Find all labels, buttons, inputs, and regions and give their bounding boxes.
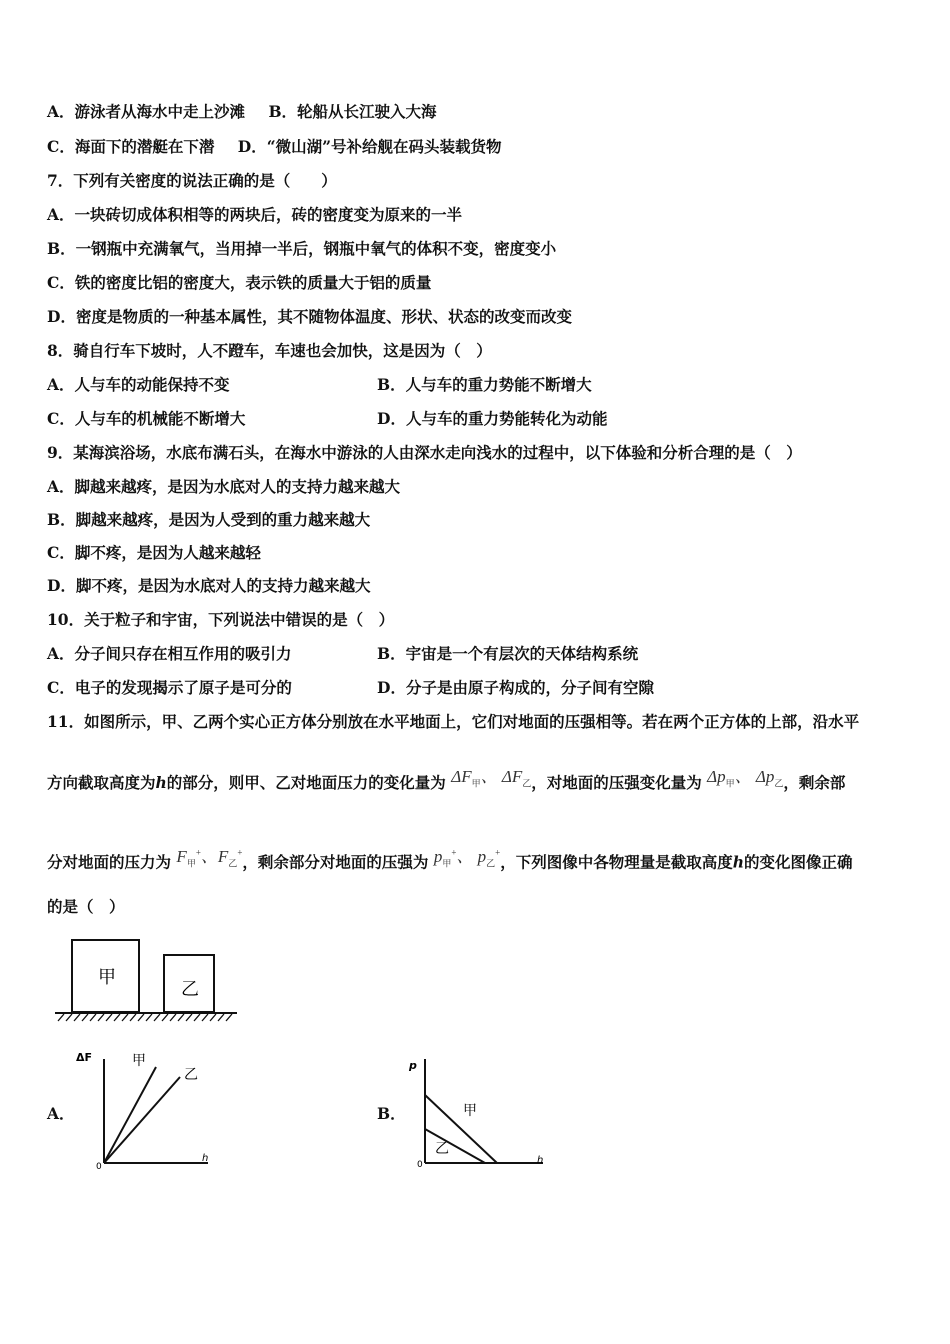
graph-b-origin: 0 (417, 1160, 423, 1170)
question-11-line3 (47, 848, 853, 879)
graph-a-label-yi: 乙 (184, 1067, 198, 1083)
text-span: 分对地面的压力为 (47, 852, 172, 872)
q8-option-b: B．人与车的重力势能不断增大 (377, 375, 592, 394)
text-span: ，剩余部分对地面的压强为 (242, 852, 429, 872)
q7-option-d: D．密度是物质的一种基本属性，其不随物体温度、形状、状态的改变而改变 (47, 307, 572, 326)
f-prime-symbols: $F_甲^+$、$F_乙^+$ (176, 846, 243, 869)
option-line (47, 102, 437, 122)
option-c-text: C．海面下的潜艇在下潜 (47, 137, 215, 156)
delta-p-symbols: $\Delta p_甲$、 $\Delta p_乙$ (707, 767, 784, 789)
graph-a-label-jia: 甲 (132, 1053, 146, 1069)
graph-b (403, 1053, 553, 1171)
text-span: 的部分，则甲、乙对地面压力的变化量为 (166, 773, 446, 792)
q8-options-row1 (47, 375, 907, 395)
graph-b-x-label: h (537, 1155, 544, 1166)
variable-h: h (732, 852, 745, 872)
q8-option-c: C．人与车的机械能不断增大 (47, 409, 246, 428)
graph-a-origin: 0 (96, 1162, 102, 1170)
graph-a-y-label: ΔF (76, 1051, 93, 1064)
question-11: 11．如图所示，甲、乙两个实心正方体分别放在水平地面上，它们对地面的压强相等。若在两个正方体的上部，沿水平 (47, 712, 860, 731)
graph-b-y-label: p (409, 1059, 417, 1072)
text-span: 方向截取高度为 (47, 773, 156, 792)
q7-option-b: B．一钢瓶中充满氧气，当用掉一半后，钢瓶中氧气的体积不变，密度变小 (47, 239, 557, 258)
graph-a-x-label: h (202, 1153, 209, 1164)
delta-f-symbols: $\Delta F_甲$、 $\Delta F_乙$ (451, 767, 532, 789)
graph-b-label-jia: 甲 (463, 1103, 477, 1119)
p-prime-symbols: $p_甲^+$、 $p_乙^+$ (433, 846, 501, 869)
q9-option-c: C．脚不疼，是因为人越来越轻 (47, 543, 261, 562)
blocks-figure (52, 935, 242, 1027)
q8-option-a: A．人与车的动能保持不变 (47, 375, 230, 394)
q10-option-b: B．宇宙是一个有层次的天体结构系统 (377, 644, 639, 663)
graph-a (76, 1045, 226, 1170)
graph-b-line-yi (425, 1129, 485, 1163)
q9-option-a: A．脚越来越疼，是因为水底对人的支持力越来越大 (47, 477, 401, 496)
ground-hatching (58, 1014, 232, 1021)
q10-option-a: A．分子间只存在相互作用的吸引力 (47, 644, 292, 663)
graph-a-line-jia (104, 1067, 156, 1163)
option-b-text: B．轮船从长江驶入大海 (268, 102, 437, 121)
q9-option-b: B．脚越来越疼，是因为人受到的重力越来越大 (47, 510, 371, 529)
q7-option-a: A．一块砖切成体积相等的两块后，砖的密度变为原来的一半 (47, 205, 463, 224)
q10-options-row2 (47, 678, 907, 698)
option-a-label: A． (47, 1104, 75, 1123)
q8-options-row2 (47, 409, 907, 429)
question-8: 8．骑自行车下坡时，人不蹬车，车速也会加快，这是因为（ ） (47, 341, 492, 360)
text-span: ，下列图像中各物理量是截取高度 (500, 852, 733, 872)
text-span: ，对地面的压强变化量为 (531, 773, 702, 792)
graph-b-label-yi: 乙 (435, 1141, 449, 1157)
variable-h: h (155, 773, 167, 792)
q7-option-c: C．铁的密度比铝的密度大，表示铁的质量大于铝的质量 (47, 273, 432, 292)
text-span: 的变化图像正确 (744, 852, 853, 872)
q10-option-c: C．电子的发现揭示了原子是可分的 (47, 678, 292, 697)
q10-options-row1 (47, 644, 907, 664)
option-line (47, 137, 502, 157)
q8-option-d: D．人与车的重力势能转化为动能 (377, 409, 608, 428)
block-jia-label: 甲 (98, 967, 116, 988)
question-11-line2 (47, 767, 846, 799)
option-a-text: A．游泳者从海水中走上沙滩 (47, 102, 246, 121)
question-11-line4: 的是（ ） (47, 897, 125, 916)
question-10: 10．关于粒子和宇宙，下列说法中错误的是（ ） (47, 610, 395, 629)
text-span: ，剩余部 (783, 773, 846, 792)
graph-a-line-yi (104, 1077, 180, 1163)
q10-option-d: D．分子是由原子构成的，分子间有空隙 (377, 678, 654, 697)
question-9: 9．某海滨浴场，水底布满石头，在海水中游泳的人由深水走向浅水的过程中，以下体验和分析合理的是（ ） (47, 443, 802, 462)
option-b-label: B． (377, 1104, 406, 1123)
option-d-text: D．“微山湖”号补给舰在码头装载货物 (237, 137, 502, 156)
question-7: 7．下列有关密度的说法正确的是（ ） (47, 171, 337, 190)
block-yi-label: 乙 (181, 979, 199, 1000)
q9-option-d: D．脚不疼，是因为水底对人的支持力越来越大 (47, 576, 371, 595)
